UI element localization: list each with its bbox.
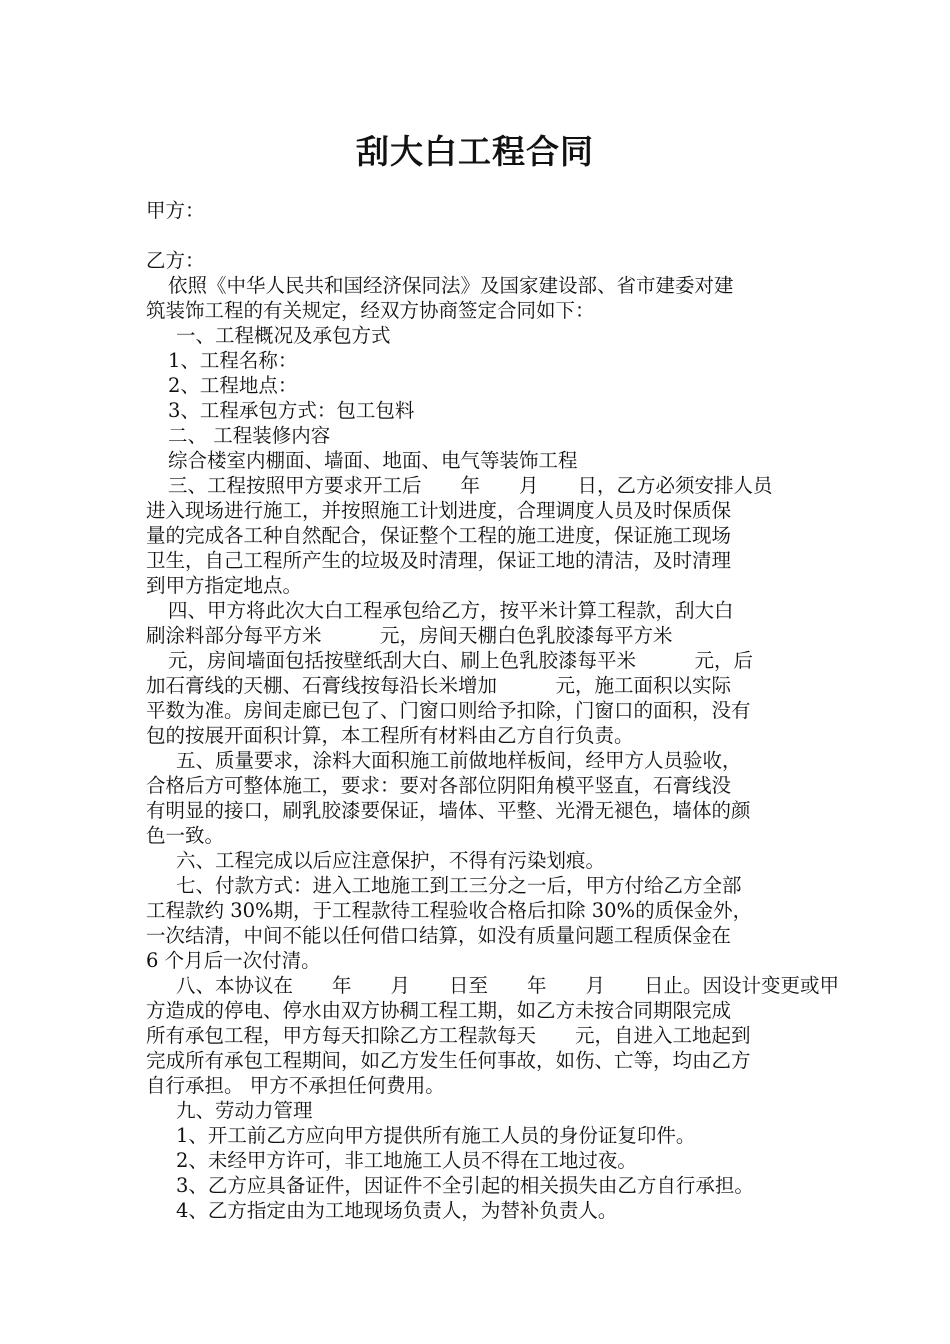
paragraph-line: 五、质量要求，涂料大面积施工前做地样板间，经甲方人员验收，: [176, 749, 742, 772]
paragraph-line: 方造成的停电、停水由双方协稠工程工期，如乙方未按合同期限完成: [146, 999, 732, 1022]
list-item: 3、工程承包方式：包工包料: [168, 399, 415, 422]
paragraph-line: 三、工程按照甲方要求开工后 年 月 日，乙方必须安排人员: [168, 474, 773, 497]
paragraph-line: 自行承担。 甲方不承担任何费用。: [146, 1074, 445, 1097]
list-item: 4、乙方指定由为工地现场负责人，为替补负责人。: [176, 1199, 618, 1222]
paragraph-line: 加石膏线的天棚、石膏线按每沿长米增加 元，施工面积以实际: [146, 674, 732, 697]
paragraph-line: 6 个月后一次付清。: [146, 949, 321, 972]
paragraph-line: 包的按展开面积计算，本工程所有材料由乙方自行负责。: [146, 724, 634, 747]
paragraph-line: 色一致。: [146, 824, 225, 847]
document-body: [146, 198, 840, 1223]
paragraph-line: 一次结清，中间不能以任何借口结算，如没有质量问题工程质保金在: [146, 924, 732, 947]
list-item: 1、开工前乙方应向甲方提供所有施工人员的身份证复印件。: [176, 1124, 696, 1147]
list-item: 2、未经甲方许可，非工地施工人员不得在工地过夜。: [176, 1149, 637, 1172]
paragraph-line: 合格后方可整体施工，要求：要对各部位阴阳角模平竖直，石膏线没: [146, 774, 732, 797]
paragraph-line: 元，房间墙面包括按壁纸刮大白、刷上色乳胶漆每平米 元，后: [168, 649, 754, 672]
paragraph-line: 综合楼室内棚面、墙面、地面、电气等装饰工程: [168, 449, 578, 472]
list-item: 1、工程名称：: [168, 349, 298, 372]
party-a-line: 甲方：: [146, 199, 205, 222]
document-title: 刮大白工程合同: [356, 132, 594, 171]
paragraph-line: 到甲方指定地点。: [146, 574, 303, 597]
paragraph-line: 六、工程完成以后应注意保护，不得有污染划痕。: [176, 849, 606, 872]
paragraph-line: 量的完成各工种自然配合，保证整个工程的施工进度，保证施工现场: [146, 524, 732, 547]
section-heading: 一、工程概况及承包方式: [176, 324, 391, 347]
paragraph-line: 有明显的接口，刷乳胶漆要保证，墙体、平整、光滑无褪色，墙体的颜: [146, 799, 751, 822]
section-heading: 九、劳动力管理: [176, 1099, 313, 1122]
paragraph-line: 卫生，自己工程所产生的垃圾及时清理，保证工地的清洁，及时清理: [146, 549, 732, 572]
paragraph-line: 进入现场进行施工，并按照施工计划进度，合理调度人员及时保质保: [146, 499, 732, 522]
paragraph-line: 完成所有承包工程期间，如乙方发生任何事故，如伤、亡等，均由乙方: [146, 1049, 751, 1072]
paragraph-line: 筑装饰工程的有关规定，经双方协商签定合同如下：: [146, 299, 595, 322]
paragraph-line: 八、本协议在 年 月 日至 年 月 日止。因设计变更或甲: [176, 974, 840, 997]
list-item: 2、工程地点：: [168, 374, 298, 397]
party-b-line: 乙方：: [146, 249, 205, 272]
paragraph-line: 所有承包工程，甲方每天扣除乙方工程款每天 元，自进入工地起到: [146, 1024, 751, 1047]
paragraph-line: 工程款约 30%期，于工程款待工程验收合格后扣除 30%的质保金外，: [146, 899, 753, 922]
paragraph-line: 平数为准。房间走廊已包了、门窗口则给予扣除，门窗口的面积，没有: [146, 699, 751, 722]
blank-line: [146, 223, 811, 248]
paragraph-line: 四、甲方将此次大白工程承包给乙方，按平米计算工程款，刮大白: [168, 599, 734, 622]
section-heading: 二、 工程装修内容: [168, 424, 331, 447]
paragraph-line: 依照《中华人民共和国经济保同法》及国家建设部、省市建委对建: [168, 274, 734, 297]
paragraph-line: 七、付款方式：进入工地施工到工三分之一后，甲方付给乙方全部: [176, 874, 742, 897]
paragraph-line: 刷涂料部分每平方米 元，房间天棚白色乳胶漆每平方米: [146, 624, 673, 647]
list-item: 3、乙方应具备证件，因证件不全引起的相关损失由乙方自行承担。: [176, 1174, 754, 1197]
